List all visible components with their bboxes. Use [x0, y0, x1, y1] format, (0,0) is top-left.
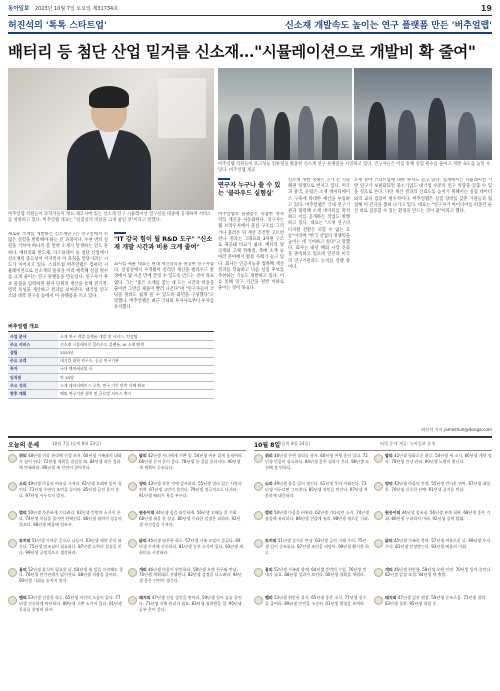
- zodiac-name: 토끼띠: [19, 538, 31, 544]
- zodiac-animal-icon: [128, 596, 137, 605]
- fortune-entry: [254, 481, 370, 508]
- company-profile-box: [8, 323, 214, 399]
- zodiac-name: 닭띠: [139, 538, 147, 544]
- zodiac-animal-icon: [8, 511, 17, 520]
- profile-value: 2020년: [58, 349, 214, 357]
- profile-value: 대기업·대학 연구소, 공공 연구기관: [58, 357, 214, 365]
- fortune-entry: [128, 510, 244, 537]
- article-column-1: 새로운 소재를 개발하는 신소재연구는 연구실에서 수많은 실험을 반복해야 하는 긴 과정이다. 수천 번의 실험을 거쳐야 하나의 쓸 만한 소재가 탄생하는 일도 흔하다. 배터리와 반도체, 디스플레이 등 첨단 산업에서 신소재의 중요성이 커지면서 이 과정을 앞당기려는 시도가 이어지고 있다. 스타트업 버추얼랩은 컴퓨터 시뮬레이션으로 신소재의 물성을 미리 예측해 실험 횟수를 크게 줄이는 연구 플랫폼을 만들었다. 연구자가 후보 물질을 입력하면 원자 단위의 계산을 통해 전기적·열적 특성을 계산하고 결과를 보여준다. 대기업 연구소와 대학 연구실 등에서 이 플랫폼을 쓰고 있다.: [8, 232, 108, 300]
- zodiac-animal-icon: [128, 511, 137, 520]
- bottom-section-rule: [8, 436, 492, 438]
- zodiac-name: 쥐띠: [265, 453, 273, 458]
- fortune-entry: [254, 453, 370, 480]
- fortune-entry: [254, 595, 370, 622]
- fortune-source: 띠별 운세 제공: 동아일보 운세: [380, 441, 436, 446]
- fortune-title-mid: 10월 8일: [254, 442, 281, 449]
- article-headline: [8, 40, 492, 62]
- zodiac-name: 용띠: [19, 566, 27, 572]
- fortune-entry: [374, 567, 492, 594]
- zodiac-animal-icon: [8, 454, 17, 463]
- profile-value: 소재 연구 개발 플랫폼 개발 및 서비스, 컨설팅: [58, 333, 214, 341]
- profile-key: 향후 계획: [8, 390, 58, 398]
- fortune-text: 51년생 즐거운 만남. 63년생 금전 거래 주의. 75년생 일이 순조롭다. 87년생 조언을 귀담아. 99년생 활기찬 하루.: [265, 538, 370, 555]
- team-photo: [218, 68, 352, 160]
- fortune-text: 48년생 주변 정리를 하자. 60년생 여행 운이 있다. 72년생 믿음이 필요하다. 84년생 좋은 결과가 온다. 96년생 도전해 볼 만하다.: [265, 453, 370, 470]
- fortune-entry: [128, 481, 244, 508]
- fortune-entry: [8, 538, 124, 565]
- photo-caption: 버추얼랩 직원들이 초고성능 컴퓨팅을 활용한 신소재 연구 플랫폼을 시연하고 있다. 연구자들은 이를 통해 실험 횟수를 줄이고 개발 속도를 높일 수 있다. 버추얼랩 제공: [218, 162, 491, 173]
- profile-key: 주요 서비스: [8, 341, 58, 349]
- zodiac-animal-icon: [128, 568, 137, 577]
- zodiac-animal-icon: [374, 511, 383, 520]
- fortune-text: 42년생 평화로운 하루. 54년생 새 소식. 66년생 계약 성사. 78년생 건강 관리. 90년생 노력이 빛난다.: [385, 453, 492, 464]
- zodiac-animal-icon: [254, 596, 263, 605]
- fortune-entry: [8, 453, 124, 480]
- article-subhead-2: [218, 178, 284, 198]
- fortune-entry: [374, 595, 492, 622]
- fortune-text: 46년생 마음이 편안하다. 58년생 오랜 친구와 만남. 70년생 계획대로 진행된다. 82년생 감정을 다스려라. 94년생 좋은 인연이 생긴다.: [139, 566, 242, 584]
- profile-value: 국내 벤처캐피털 등: [58, 365, 214, 373]
- zodiac-animal-icon: [8, 596, 17, 605]
- page-number: 19: [480, 4, 492, 13]
- profile-value: 해외 연구기관 협력 및 글로벌 서비스 출시: [58, 390, 214, 398]
- zodiac-name: 양띠: [139, 481, 147, 487]
- fortune-text: 45년생 가족의 축복. 57년생 여유로운 날. 69년생 투자 주의. 81년생 인정받는다. 93년생 배움의 기회.: [385, 538, 491, 550]
- profile-key: 주요 고객: [8, 357, 58, 365]
- portrait-photo: [8, 68, 214, 210]
- profile-row: [8, 357, 214, 365]
- zodiac-animal-icon: [254, 511, 263, 520]
- fortune-column-1: [8, 453, 124, 687]
- fortune-text: 53년생 편안한 휴식. 65년생 좋은 소식. 77년생 실수를 줄여라. 89년생 인연을 소중히. 01년생 열정을 보여라.: [265, 594, 367, 606]
- masthead-rule: [8, 15, 492, 16]
- zodiac-animal-icon: [254, 568, 263, 577]
- profile-row: [8, 382, 214, 390]
- fortune-text: 43년생 작은 것에 감사하라. 55년생 멀리 있는 사람의 연락. 67년생 고민이 풀린다. 79년생 적극적으로 나서라. 91년생 배려가 복을 부른다.: [139, 481, 242, 499]
- fortune-text: 50년생 차분하게 기다려라. 62년생 뜻밖의 소식이 온다. 74년생 욕심을 줄이면 편해진다. 86년생 협력이 성공의 열쇠다. 98년생 배움에 힘쓰자.: [19, 509, 122, 527]
- profile-value: 소재 데이터베이스 구축, 연구 기간 단축 사례 확보: [58, 382, 214, 390]
- zodiac-animal-icon: [374, 568, 383, 577]
- profile-key: 설립: [8, 349, 58, 357]
- fortune-divider-left: [8, 450, 246, 451]
- portrait-caption: 버추얼랩 직원들이 과학자들이 재료·제조사에 있는 신소재 연구 시뮬레이션 연구실을 대중에 공개하며 서비스를 설명하고 있다. 버추얼랩 대표는 "실험실의 비용을 크게 줄일 것"이라고 말했다.: [8, 212, 212, 223]
- zodiac-name: 소띠: [19, 481, 27, 487]
- fortune-text: 47년생 건강 검진을 받아라. 59년생 일이 술술 풀린다. 71년생 지출 관리가 필요. 83년생 칭찬받을 일. 95년생 공부 운이 좋다.: [139, 594, 242, 612]
- subhead-2-text: 연구자 누구나 쓸 수 있는 '클라우드 실험실': [218, 182, 281, 197]
- fortune-text: 53년생 건강한 하루. 65년생 지인의 도움이 있다. 77년생 신중하게 판단하라. 89년생 기쁜 소식이 있다. 01년생 목표를 분명히 하자.: [19, 594, 122, 612]
- zodiac-animal-icon: [254, 539, 263, 548]
- fortune-text: 50년생 마음을 비워라. 62년생 기다리던 소식. 74년생 협상에 유리하다. 86년생 건강에 유의. 98년생 새로운 기회.: [265, 509, 370, 521]
- zodiac-name: 개띠: [385, 566, 393, 572]
- fortune-entry: [128, 595, 244, 622]
- fortune-text: 46년생 편안함. 58년생 오랜 인연. 70년생 일이 풀린다. 82년생 감정 조절. 94년생 새 출발.: [385, 566, 492, 578]
- profile-table: [8, 333, 214, 399]
- fortune-entry: [254, 567, 370, 594]
- zodiac-animal-icon: [128, 539, 137, 548]
- zodiac-name: 말띠: [139, 453, 147, 458]
- fortune-text: 52년생 휴식이 필요한 날. 64년생 새 일을 시작해도 좋다. 76년생 인간관계가 넓어진다. 88년생 지출을 줄여라. 00년생 기회를 놓치지 말자.: [19, 566, 124, 584]
- zodiac-name: 말띠: [385, 453, 393, 458]
- fortune-text: 51년생 가까운 곳으로 나들이. 63년생 계약 운이 따른다. 75년생 말조심이 필요하다. 87년생 노력의 결실을 본다. 99년생 긍정적으로 생각하라.: [19, 538, 122, 555]
- fortune-entry: [128, 538, 244, 565]
- profile-row: [8, 333, 214, 341]
- zodiac-animal-icon: [8, 539, 17, 548]
- headline-main: 배터리 등 첨단 산업 밑거름 신소재…: [8, 42, 255, 61]
- zodiac-animal-icon: [374, 539, 383, 548]
- zodiac-name: 개띠: [139, 566, 147, 572]
- zodiac-animal-icon: [128, 482, 137, 491]
- zodiac-animal-icon: [8, 568, 17, 577]
- section-rule: [8, 32, 492, 34]
- fortune-entry: [374, 538, 492, 565]
- fortune-text: 45년생 평온한 하루. 57년생 가족 모임이 즐겁다. 69년생 투자에 신중하라. 81년생 승진 소식이 있다. 93년생 새 취미를 시작하라.: [139, 538, 244, 555]
- fortune-entry: [8, 595, 124, 622]
- profile-key: 투자: [8, 365, 58, 373]
- fortune-text: 48년생 건강 관리에 신경 쓰자. 60년생 가족과의 대화가 힘이 된다. 72년생 계획을 점검할 때. 84년생 작은 성과에 만족하라. 96년생 새 인연이 찾아온다.: [19, 453, 122, 470]
- profile-key: 사업 분야: [8, 333, 58, 341]
- fortune-entry: [128, 453, 244, 480]
- subhead-1-text: "IT 강국 힘이 될 R&D 도구" "신소재 개발 시간과 비용 크게 줄여": [114, 236, 213, 251]
- fortune-text: 49년생 웃을 일이 생긴다. 61년생 뜻이 이뤄진다. 73년생 서두르면 그르친다. 85년생 귀인을 만난다. 97년생 차분하게 대응하라.: [265, 481, 368, 499]
- fortune-text: 44년생 몸을 따뜻하게. 56년생 오해를 풀 기회. 68년생 재물 운 상승. 80년생 무리한 일정은 피하라. 92년생 자신감을 가져라.: [139, 509, 241, 527]
- zodiac-name: 범띠: [265, 509, 273, 515]
- profile-value: 신소재 시뮬레이션 클라우드 플랫폼, AI 소재 탐색: [58, 341, 214, 349]
- fortune-text: 47년생 검진 권장. 59년생 순조로움. 71년생 절약. 83년생 칭찬. 95년생 학업 운.: [385, 594, 487, 606]
- fortune-entry: [128, 567, 244, 594]
- article-column-4: 신소재 개발 경쟁은 국가 간 기술 패권 경쟁으로 번지고 있다. 미국과 중국, 유럽은 소재 데이터베이스 구축에 막대한 예산을 투입하고 있다. 버추얼랩은 국내 연구기관과 협력해 소재 데이터를 축적하고 이를 공개하는 작업도 병행하고 있다. 대표는 "소재 연구의 디지털 전환은 피할 수 없는 흐름"이라며 "한국 산업의 경쟁력을 높이는 데 기여하고 싶다"고 말했다. 회사는 내년 해외 시장 진출을 준비하고 있으며 일본과 미국의 연구기관과도 논의를 진행 중이다.: [288, 178, 350, 270]
- zodiac-name: 돼지띠: [385, 594, 397, 600]
- fortune-title: 오늘의 운세: [8, 442, 40, 449]
- zodiac-name: 양띠: [385, 481, 393, 487]
- zodiac-name: 범띠: [19, 509, 27, 515]
- zodiac-animal-icon: [254, 482, 263, 491]
- fortune-entry: [254, 510, 370, 537]
- fortune-date-mid: (음력 8월 24일): [280, 441, 311, 446]
- fortune-text: 44년생 몸조심. 56년생 관계 회복. 68년생 좋은 기회. 80년생 무리하지 마라. 92년생 실력 발휘.: [385, 509, 491, 521]
- photo-background: [158, 78, 206, 138]
- lab-photo: [354, 68, 492, 160]
- article-column-2: 회사를 세운 대표는 원래 계산과학을 전공한 연구자였다. 실험실에서 수개월이 걸리던 계산을 클라우드 환경에서 몇 시간 만에 끝낼 수 있도록 만드는 것이 목표였다. 그는 "좋은 소재를 찾는 데 드는 시간과 비용을 줄이면 그만큼 제품이 빨리 나온다"며 "연구자들이 코딩을 몰라도 쉽게 쓸 수 있도록 화면을 구성했다"고 말했다. 버추얼랩은 최근 국내외 투자사로부터 투자를 유치했다.: [114, 262, 214, 311]
- fortune-entry: [374, 481, 492, 508]
- masthead: [8, 4, 492, 16]
- paper-name: 동아일보: [8, 6, 30, 12]
- article-kicker: 신소재 개발속도 높이는 연구 플랫폼 만든 '버추얼랩': [285, 21, 492, 31]
- fortune-text: 43년생 마음의 안정. 55년생 반가운 연락. 67년생 재물 운. 79년생 신중한 선택. 91년생 즐거운 만남.: [385, 481, 491, 493]
- profile-row: [8, 373, 214, 381]
- zodiac-name: 원숭이띠: [139, 509, 155, 515]
- zodiac-name: 원숭이띠: [385, 509, 401, 515]
- zodiac-animal-icon: [374, 454, 383, 463]
- zodiac-animal-icon: [374, 482, 383, 491]
- zodiac-name: 토끼띠: [265, 538, 277, 544]
- fortune-entry: [254, 538, 370, 565]
- fortune-entry: [8, 481, 124, 508]
- profile-title: 버추얼랩 개요: [8, 323, 214, 332]
- zodiac-animal-icon: [374, 596, 383, 605]
- zodiac-name: 쥐띠: [19, 453, 27, 458]
- fortune-text: 42년생 자녀에게 기쁜 일. 54년생 여유 있게 움직여라. 66년생 문서 운이 좋다. 78년생 한 걸음 물러서라. 90년생 새 계획이 순조롭다.: [139, 453, 244, 470]
- profile-value: 약 30명: [58, 373, 214, 381]
- article-column-5: 소재 분야 스타트업에 대한 투자도 늘고 있다. 업계에서는 시뮬레이션 기반 연구가 보편화되면 중소기업도 대기업 수준의 연구 역량을 갖출 수 있을 것으로 본다. 다만 계산 결과의 신뢰도를 높이기 위해서는 실험 데이터와의 교차 검증이 필수적이다. 버추얼랩은 실험 장비를 갖춘 기관들과 협업해 이 간극을 좁혀 나가고 있다. 대표는 "연구자가 아이디어를 떠올린 순간 바로 검증할 수 있는 환경을 만드는 것이 꿈"이라고 했다.: [354, 178, 492, 215]
- article-subhead-1: [114, 232, 214, 252]
- fortune-entry: [374, 510, 492, 537]
- fortune-entry: [374, 453, 492, 480]
- fortune-column-4: [374, 453, 492, 687]
- zodiac-name: 용띠: [265, 566, 273, 572]
- section-bar: [8, 17, 492, 33]
- fortune-text: 49년생 마음의 여유를 가져라. 61년생 오래된 일이 풀린다. 73년생 주변의 조언을 들어라. 85년생 금전 운이 좋다. 97년생 서두르지 말자.: [19, 481, 122, 499]
- profile-key: 임직원: [8, 373, 58, 381]
- zodiac-animal-icon: [254, 454, 263, 463]
- fortune-date-left: 10월 7일 (음력 8월 23일): [52, 441, 101, 446]
- fortune-divider-right: [254, 450, 492, 451]
- zodiac-name: 돼지띠: [139, 594, 151, 600]
- fortune-column-3: [254, 453, 370, 687]
- profile-row: [8, 365, 214, 373]
- profile-row: [8, 341, 214, 349]
- column-title: 허진석의 '톡톡 스타트업': [8, 21, 107, 31]
- fortune-text: 52년생 가족과 함께. 64년생 뜻밖의 수입. 76년생 인내가 필요. 88년생 성과가 보인다. 00년생 계획을 세워라.: [265, 566, 367, 578]
- zodiac-animal-icon: [128, 454, 137, 463]
- zodiac-name: 소띠: [265, 481, 273, 487]
- profile-row: [8, 390, 214, 398]
- zodiac-name: 뱀띠: [265, 594, 273, 600]
- person-figure: [63, 90, 153, 210]
- headline-quote: "시뮬레이션으로 개발비 확 줄여": [254, 42, 476, 61]
- profile-row: [8, 349, 214, 357]
- zodiac-animal-icon: [8, 482, 17, 491]
- zodiac-name: 닭띠: [385, 538, 393, 544]
- fortune-entry: [8, 510, 124, 537]
- issue-date: 2023년 10월 7일 토요일 제31734호: [34, 6, 119, 12]
- profile-key: 주요 성과: [8, 382, 58, 390]
- article-column-3: 버추얼랩의 플랫폼은 복잡한 양자역학 계산을 자동화한다. 연구자는 웹 브라우저에서 물질 구조를 그리거나 불러온 뒤 계산 조건만 고르면 된다. 결과는 그래프와 3차원 구조로 제공돼 비교가 쉽다. 배터리 양극재와 고체 전해질, 촉매 소재 등 여러 분야에서 활용 사례가 늘고 있다. 회사는 인공지능을 접목해 계산 결과를 학습하고 다음 실험 후보를 추천하는 기능도 개발하고 있다. 이를 통해 연구 기간을 절반 이하로 줄이는 것이 목표다.: [218, 212, 284, 292]
- zodiac-name: 뱀띠: [19, 594, 27, 600]
- fortune-column-2: [128, 453, 244, 687]
- fortune-entry: [8, 567, 124, 594]
- reporter-byline: 허진석 기자 jameshuh@donga.com: [421, 427, 492, 432]
